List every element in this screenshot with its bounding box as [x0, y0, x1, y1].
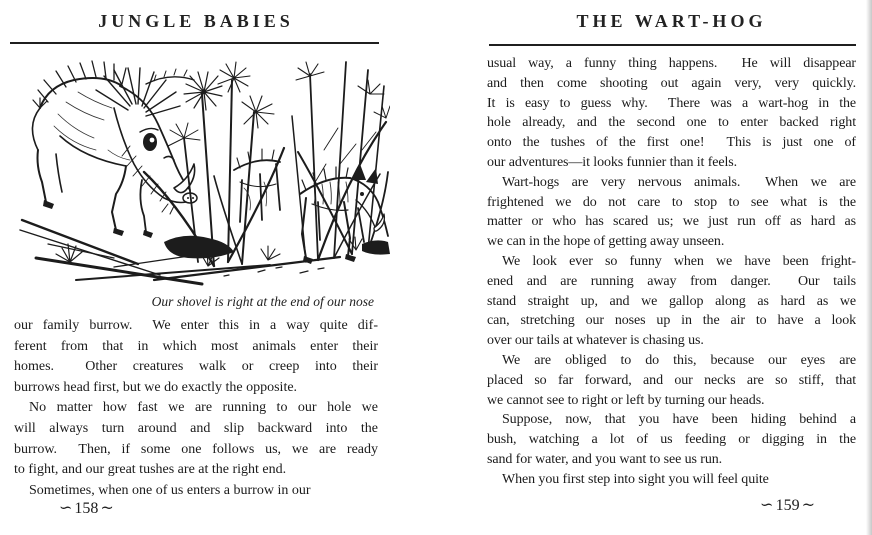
left-running-head: JUNGLE BABIES — [98, 11, 294, 31]
text-line: onto the tushes of the first one! This is just one of — [487, 135, 856, 151]
text-line: Sometimes, when one of us enters a burrow in our — [29, 482, 311, 498]
text-line: homes. Other creatures walk or creep into their — [14, 359, 378, 375]
folio-number: 159 — [775, 497, 800, 514]
text-line: matter or who has scared us; we just run off as hard as — [487, 214, 856, 230]
illustration-caption: Our shovel is right at the end of our nose — [151, 294, 374, 309]
text-line: burrow. Then, if some one follows us, we are ready — [14, 441, 378, 457]
right-page-number — [487, 495, 817, 515]
folio-ornament-left: ~ — [760, 495, 774, 514]
text-line: stand straight up, and we gallop along as hard as we — [487, 293, 856, 309]
text-line: ened and are running away from danger. Our tails — [487, 273, 856, 289]
left-page-number — [57, 498, 116, 518]
folio-number: 158 — [74, 500, 99, 517]
right-page-text — [487, 54, 856, 490]
text-line: When you first step into sight you will feel quite — [502, 471, 769, 487]
page-edge-shadow — [866, 0, 872, 535]
text-line: ferent from that in which most animals enter their — [14, 338, 378, 354]
text-line: bush, watching a lot of us feeding or digging in the — [487, 432, 856, 448]
text-line: placed so far forward, and our necks are so stiff, that — [487, 372, 856, 388]
folio-ornament-right: ~ — [801, 495, 815, 514]
text-line: It is easy to guess why. There was a wart-hog in the — [487, 95, 856, 111]
folio-ornament-left: ~ — [59, 498, 73, 517]
text-line: No matter how fast we are running to our hole we — [29, 400, 378, 416]
text-line: will always turn around and slip backward into the — [14, 420, 378, 436]
text-line: frightened we do not care to stop to see what is the — [487, 194, 856, 210]
text-line: our adventures—it looks funnier than it feels. — [487, 154, 738, 170]
text-line: burrows head first, but we do exactly the opposite. — [14, 379, 298, 395]
left-header-rule — [10, 42, 379, 44]
right-header-rule — [489, 44, 856, 46]
warthog-illustration — [18, 54, 390, 290]
text-line: to fight, and our great tushes are at the right end. — [14, 462, 287, 478]
text-line: We look ever so funny when we have been fright- — [502, 253, 856, 269]
text-line: hole already, and the second one to enter backed right — [487, 115, 856, 131]
text-line: Wart-hogs are very nervous animals. When we are — [502, 174, 856, 190]
text-line: we cannot see to right or left by turning our heads. — [487, 392, 765, 408]
left-page-text — [14, 316, 378, 501]
text-line: over our tails at whatever is chasing us. — [487, 333, 704, 349]
text-line: and then come shooting out again very, very quickly. — [487, 75, 856, 91]
text-line: sand for water, and you want to see us run. — [487, 451, 723, 467]
text-line: can, stretching our noses up in the air to have a look — [487, 313, 856, 329]
text-line: our family burrow. We enter this in a way quite dif- — [14, 318, 378, 333]
right-running-head: THE WART-HOG — [576, 11, 767, 31]
text-line: we can in the hope of getting away unseen. — [487, 234, 725, 250]
text-line: We are obliged to do this, because our eyes are — [502, 352, 856, 368]
text-line: usual way, a funny thing happens. He will disappear — [487, 56, 856, 71]
text-line: Suppose, now, that you have been hiding behind a — [502, 412, 856, 428]
folio-ornament-right: ~ — [100, 498, 114, 517]
